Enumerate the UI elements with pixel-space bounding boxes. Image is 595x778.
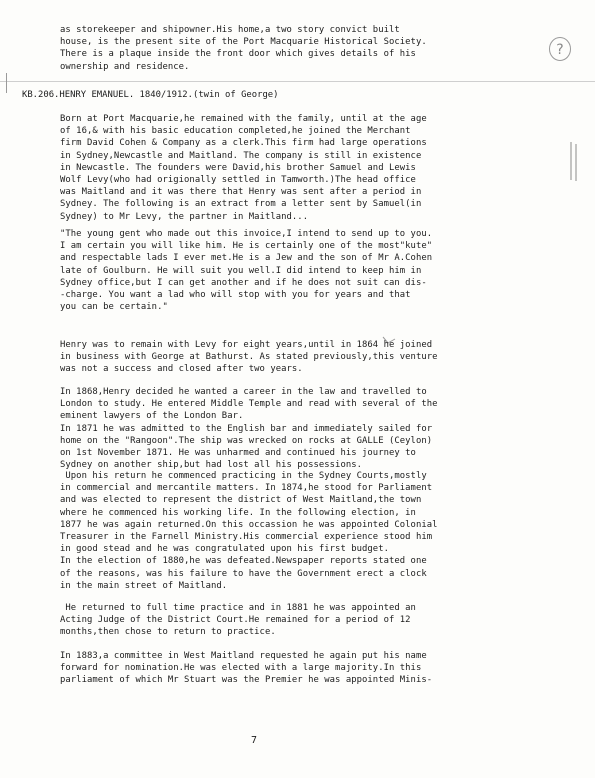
text-line: Upon his return he commenced practicing in the Sydney Courts,mostly bbox=[60, 471, 427, 481]
text-line: -charge. You want a lad who will stop with you for years and that bbox=[60, 290, 411, 301]
margin-bracket bbox=[6, 73, 7, 93]
text-line: In 1868,Henry decided he wanted a career in the law and travelled to bbox=[60, 387, 427, 397]
paragraph-1883-election bbox=[60, 650, 565, 687]
text-line: house, is the present site of the Port Macquarie Historical Society. bbox=[60, 37, 427, 48]
text-line: eminent lawyers of the London Bar. bbox=[60, 411, 244, 422]
text-line: and was elected to represent the district of West Maitland,the town bbox=[60, 495, 422, 506]
text-line: you can be certain." bbox=[60, 302, 168, 313]
text-line: He returned to full time practice and in 1881 he was appointed an bbox=[60, 603, 416, 613]
text-line: Sydney) to Mr Levy, the partner in Maitland... bbox=[60, 211, 309, 222]
text-line: Wolf Levy(who had origionally settled in Tamworth.)The head office bbox=[60, 175, 416, 186]
text-line: on 1st November 1871. He was unharmed and continued his journey to bbox=[60, 448, 416, 459]
page-number: 7 bbox=[251, 735, 258, 746]
text-line: where he commenced his working life. In the following election, in bbox=[60, 507, 416, 518]
text-line: in Newcastle. The founders were David,his brother Samuel and Lewis bbox=[60, 162, 416, 173]
text-line: and respectable lads I ever met.He is a Jew and the son of Mr A.Cohen bbox=[60, 253, 433, 264]
page-divider bbox=[0, 81, 595, 82]
intro-paragraph bbox=[60, 24, 565, 73]
text-line: Sydney on another ship,but had lost all his possessions. bbox=[60, 460, 363, 471]
text-line: home on the "Rangoon".The ship was wrecked on rocks at GALLE (Ceylon) bbox=[60, 435, 433, 446]
text-line: 1877 he was again returned.On this occassion he was appointed Colonial bbox=[60, 519, 438, 530]
text-line: in commercial and mercantile matters. In 1874,he stood for Parliament bbox=[60, 483, 433, 494]
text-line: in Sydney,Newcastle and Maitland. The company is still in existence bbox=[60, 150, 422, 161]
paragraph-early-life bbox=[60, 113, 565, 223]
text-line: Sydney office,but I can get another and if he does not suit can dis- bbox=[60, 277, 427, 288]
paragraph-bathurst bbox=[60, 339, 565, 376]
margin-lines-icon bbox=[568, 140, 582, 186]
paragraph-acting-judge bbox=[60, 602, 565, 639]
text-line: London to study. He entered Middle Temple and read with several of the bbox=[60, 399, 438, 410]
text-line: Born at Port Macquarie,he remained with the family, until at the age bbox=[60, 114, 427, 124]
text-line: In the election of 1880,he was defeated.Newspaper reports stated one bbox=[60, 556, 427, 567]
text-line: Treasurer in the Farnell Ministry.His commercial experience stood him bbox=[60, 532, 433, 543]
text-line: in the main street of Maitland. bbox=[60, 580, 228, 591]
text-line: I am certain you will like him. He is certainly one of the most"kute" bbox=[60, 241, 433, 252]
text-line: ownership and residence. bbox=[60, 61, 190, 72]
text-line: in good stead and he was congratulated upon his first budget. bbox=[60, 544, 389, 555]
text-line: Sydney. The following is an extract from a letter sent by Samuel(in bbox=[60, 199, 422, 210]
section-heading: KB.206.HENRY EMANUEL. 1840/1912.(twin of George) bbox=[22, 90, 279, 100]
question-mark-icon bbox=[548, 36, 572, 66]
text-line: firm David Cohen & Company as a clerk.This firm had large operations bbox=[60, 138, 427, 149]
text-line: late of Goulburn. He will suit you well.I did intend to keep him in bbox=[60, 265, 422, 276]
text-line: of the reasons, was his failure to have the Government erect a clock bbox=[60, 568, 427, 579]
text-line: was Maitland and it was there that Henry was sent after a period in bbox=[60, 187, 422, 198]
text-line: Acting Judge of the District Court.He remained for a period of 12 bbox=[60, 615, 411, 626]
text-line: There is a plaque inside the front door which gives details of his bbox=[60, 49, 416, 60]
text-line: Henry was to remain with Levy for eight years,until in 1864 he joined bbox=[60, 340, 433, 350]
text-line: was not a success and closed after two years. bbox=[60, 364, 303, 375]
paragraph-letter-quote bbox=[60, 228, 565, 313]
text-line: forward for nomination.He was elected with a large majority.In this bbox=[60, 663, 422, 674]
text-line: of 16,& with his basic education completed,he joined the Merchant bbox=[60, 126, 411, 137]
text-line: as storekeeper and shipowner.His home,a two story convict built bbox=[60, 25, 400, 35]
text-line: "The young gent who made out this invoice,I intend to send up to you. bbox=[60, 229, 433, 239]
paragraph-london-law bbox=[60, 386, 565, 471]
text-line: In 1883,a committee in West Maitland requested he again put his name bbox=[60, 651, 427, 661]
text-line: In 1871 he was admitted to the English bar and immediately sailed for bbox=[60, 423, 433, 434]
paragraph-parliament bbox=[60, 470, 565, 592]
text-line: parliament of which Mr Stuart was the Premier he was appointed Minis- bbox=[60, 675, 433, 686]
margin-note-text: ? bbox=[556, 42, 564, 58]
text-line: in business with George at Bathurst. As stated previously,this venture bbox=[60, 352, 438, 363]
text-line: months,then chose to return to practice. bbox=[60, 627, 276, 638]
